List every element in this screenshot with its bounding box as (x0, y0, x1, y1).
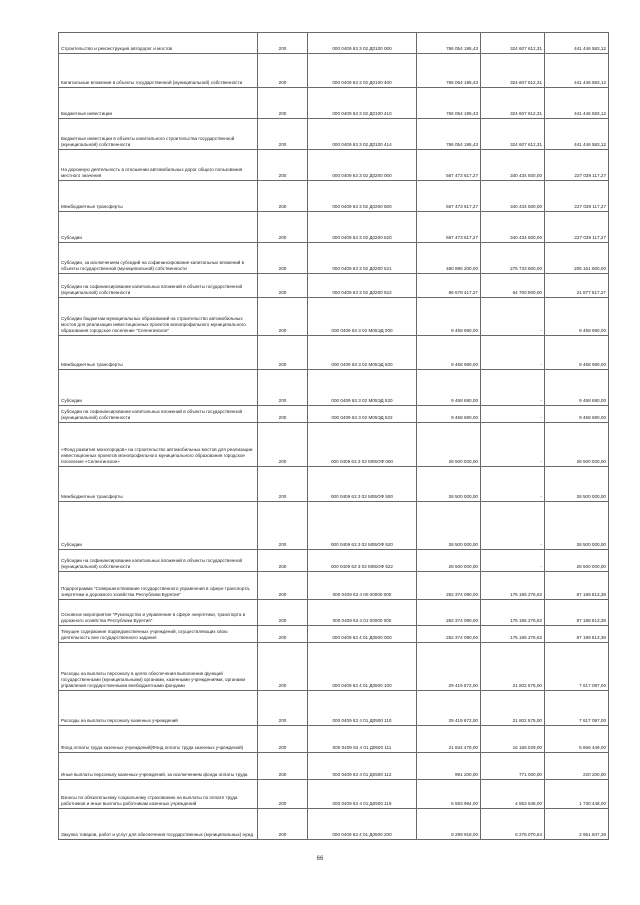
row-amount-remaining-cell: 441 446 583,12 (545, 88, 609, 119)
table-row (59, 336, 609, 370)
row-amount-remaining-cell: 28 500 000,00 (545, 502, 609, 550)
table-row (59, 88, 609, 119)
row-name-cell: Подпрограмма "Совершенствование государственного управления в сфере транспорта, энергетики и дорожного хозяйства Республики Бурятия" (59, 572, 258, 600)
row-amount-remaining-cell: 87 188 813,38 (545, 600, 609, 626)
table-row (59, 298, 609, 336)
row-amount-remaining-cell: 9 468 690,00 (545, 406, 609, 423)
row-code-cell: 200 (258, 181, 308, 212)
row-amount-executed-cell: 175 185 276,62 (481, 626, 545, 643)
table-row (59, 780, 609, 809)
row-amount-executed-cell: 275 733 600,00 (481, 243, 545, 274)
row-kbk-cell: 000 0409 63 3 02 М05ОФ 522 (308, 550, 417, 572)
row-code-cell: 200 (258, 691, 308, 726)
row-amount-executed-cell: 324 607 612,31 (481, 33, 545, 54)
row-amount-remaining-cell: 205 161 600,00 (545, 243, 609, 274)
row-amount-plan-cell: 991 200,00 (417, 753, 481, 780)
row-code-cell: 200 (258, 809, 308, 840)
row-amount-remaining-cell: 21 877 517,27 (545, 274, 609, 298)
row-name-cell: Бюджетные инвестиции (59, 88, 258, 119)
row-name-cell: Межбюджетные трансферты (59, 336, 258, 370)
row-name-cell: Закупка товаров, работ и услуг для обеспечения государственных (муниципальных) нужд (59, 809, 258, 840)
row-amount-remaining-cell: 9 468 690,00 (545, 336, 609, 370)
row-code-cell: 200 (258, 336, 308, 370)
table-row (59, 600, 609, 626)
row-amount-plan-cell: 86 578 417,27 (417, 274, 481, 298)
row-amount-plan-cell: 262 374 090,00 (417, 572, 481, 600)
row-code-cell: 200 (258, 298, 308, 336)
row-code-cell: 200 (258, 370, 308, 406)
row-amount-remaining-cell: 7 617 097,00 (545, 643, 609, 691)
row-amount-plan-cell: 480 895 200,00 (417, 243, 481, 274)
row-amount-remaining-cell: 227 039 117,27 (545, 212, 609, 243)
row-name-cell: Иные выплаты персоналу казенных учреждений, за исключением фонда оплаты труда (59, 753, 258, 780)
row-amount-executed-cell: 64 700 900,00 (481, 274, 545, 298)
row-name-cell: Субсидии бюджетам муниципальных образований на строительство автомобильных мостов для реализации инвестиционных проектов монопрофильного муниципального образования городское поселение "Селенгинское" (59, 298, 258, 336)
row-code-cell: 200 (258, 726, 308, 753)
row-amount-plan-cell: 28 500 000,00 (417, 467, 481, 502)
row-code-cell: 200 (258, 88, 308, 119)
budget-table-body (59, 33, 609, 840)
row-code-cell: 200 (258, 119, 308, 150)
row-kbk-cell: 000 0409 63 4 01 Д0500 112 (308, 753, 417, 780)
row-name-cell: Основное мероприятие "Руководство и управление в сфере энергетики, транспорта и дорожного хозяйства Республики Бурятия" (59, 600, 258, 626)
row-kbk-cell: 000 0409 63 3 02 Д0200 500 (308, 181, 417, 212)
row-name-cell: Капитальные вложения в объекты государственной (муниципальной) собственности (59, 54, 258, 88)
row-amount-executed-cell: - (481, 336, 545, 370)
row-amount-remaining-cell: 227 039 117,27 (545, 181, 609, 212)
table-row (59, 753, 609, 780)
row-name-cell: Межбюджетные трансферты (59, 181, 258, 212)
row-name-cell: «Фонд развития моногородов» на строительство автомобильных мостов для реализации инвестиционных проектов монопрофильного муниципального образования городское поселение «Селенгинское» (59, 423, 258, 467)
table-row (59, 467, 609, 502)
row-code-cell: 200 (258, 626, 308, 643)
row-amount-executed-cell: 16 168 029,00 (481, 726, 545, 753)
row-amount-executed-cell: 324 607 612,31 (481, 119, 545, 150)
row-amount-remaining-cell: 5 666 449,00 (545, 726, 609, 753)
row-kbk-cell: 000 0409 63 3 02 Д0200 520 (308, 212, 417, 243)
row-kbk-cell: 000 0409 63 4 01 Д0500 000 (308, 626, 417, 643)
row-amount-plan-cell: 766 054 195,43 (417, 54, 481, 88)
budget-sheet (58, 32, 608, 840)
row-amount-plan-cell: 28 500 000,00 (417, 550, 481, 572)
row-amount-remaining-cell: 87 188 813,38 (545, 572, 609, 600)
row-name-cell: Текущее содержание подведомственных учреждений, осуществляющих свою деятельность вне государственного задания (59, 626, 258, 643)
row-amount-remaining-cell: 28 500 000,00 (545, 423, 609, 467)
table-row (59, 726, 609, 753)
row-kbk-cell: 000 0409 63 3 02 М05ОФ 000 (308, 423, 417, 467)
row-kbk-cell: 000 0409 63 3 02 М05ЭД 000 (308, 298, 417, 336)
row-code-cell: 200 (258, 600, 308, 626)
table-row (59, 370, 609, 406)
row-kbk-cell: 000 0409 63 3 02 М05ЭД 520 (308, 370, 417, 406)
row-amount-executed-cell: 21 802 575,00 (481, 691, 545, 726)
row-name-cell: Межбюджетные трансферты (59, 467, 258, 502)
row-code-cell: 200 (258, 274, 308, 298)
table-row (59, 33, 609, 54)
row-name-cell: Субсидии на софинансирование капитальных вложений в объекты государственной (муниципальной) собственности (59, 274, 258, 298)
row-code-cell: 200 (258, 406, 308, 423)
row-amount-plan-cell: 766 054 195,43 (417, 88, 481, 119)
row-amount-plan-cell: 9 468 690,00 (417, 406, 481, 423)
row-name-cell: Фонд оплаты труда казенных учреждений(Фонд оплаты труда казенных учреждений) (59, 726, 258, 753)
row-code-cell: 200 (258, 150, 308, 181)
row-name-cell: Субсидии (59, 502, 258, 550)
row-name-cell: Субсидии на софинансирование капитальных вложений в объекты государственной (муниципальной) собственности (59, 406, 258, 423)
row-kbk-cell: 000 0409 63 3 02 Д0200 521 (308, 243, 417, 274)
row-amount-executed-cell: 175 185 276,62 (481, 600, 545, 626)
row-kbk-cell: 000 0409 63 3 02 Д0200 000 (308, 150, 417, 181)
row-amount-remaining-cell: 441 446 583,12 (545, 33, 609, 54)
row-amount-remaining-cell: 227 039 117,27 (545, 150, 609, 181)
table-row (59, 181, 609, 212)
row-code-cell: 200 (258, 643, 308, 691)
row-kbk-cell: 000 0409 63 4 01 00000 000 (308, 600, 417, 626)
table-row (59, 691, 609, 726)
row-code-cell: 200 (258, 550, 308, 572)
row-amount-remaining-cell: 9 468 690,00 (545, 370, 609, 406)
row-name-cell: Субсидии (59, 370, 258, 406)
row-name-cell: На дорожную деятельность в отношении автомобильных дорог общего пользования местного значения (59, 150, 258, 181)
row-amount-remaining-cell: 441 446 583,12 (545, 119, 609, 150)
row-amount-plan-cell: 29 419 672,00 (417, 643, 481, 691)
row-amount-plan-cell: 262 374 090,00 (417, 626, 481, 643)
row-amount-executed-cell: - (481, 298, 545, 336)
row-amount-executed-cell: 175 185 276,62 (481, 572, 545, 600)
row-amount-plan-cell: 567 473 617,27 (417, 212, 481, 243)
row-name-cell: Взносы по обязательному социальному страхованию на выплаты по оплате труда работников и иные выплаты работникам казенных учреждений (59, 780, 258, 809)
table-row (59, 274, 609, 298)
row-amount-executed-cell: - (481, 502, 545, 550)
row-amount-plan-cell: 9 299 918,00 (417, 809, 481, 840)
row-amount-remaining-cell: 441 446 583,12 (545, 54, 609, 88)
row-amount-remaining-cell: 7 617 097,00 (545, 691, 609, 726)
row-kbk-cell: 000 0409 63 3 02 Д0100 410 (308, 88, 417, 119)
table-row (59, 550, 609, 572)
row-amount-executed-cell: 4 863 546,00 (481, 780, 545, 809)
row-name-cell: Субсидии на софинансирование капитальных вложений в объекты государственной (муниципальной) собственности (59, 550, 258, 572)
row-name-cell: Расходы на выплаты персоналу казенных учреждений (59, 691, 258, 726)
row-kbk-cell: 000 0409 63 4 01 Д0500 200 (308, 809, 417, 840)
row-amount-plan-cell: 9 468 690,00 (417, 336, 481, 370)
row-amount-plan-cell: 6 593 994,00 (417, 780, 481, 809)
row-name-cell: Строительство и реконструкция автодорог и мостов (59, 33, 258, 54)
row-code-cell: 200 (258, 467, 308, 502)
table-row (59, 150, 609, 181)
row-kbk-cell: 000 0409 63 3 02 М05ОФ 500 (308, 467, 417, 502)
table-row (59, 423, 609, 467)
row-amount-plan-cell: 766 054 195,43 (417, 119, 481, 150)
page-number: 66 (316, 856, 324, 862)
row-kbk-cell: 000 0409 63 3 02 Д0100 000 (308, 33, 417, 54)
row-amount-remaining-cell: 1 730 448,00 (545, 780, 609, 809)
row-amount-executed-cell: 324 607 612,31 (481, 88, 545, 119)
row-name-cell: Расходы на выплаты персоналу в целях обеспечения выполнения функций государственными (муниципальными) органами, казенными учреждениями, органами управления государственными внебюджетными фондами (59, 643, 258, 691)
row-kbk-cell: 000 0409 63 3 02 Д0100 400 (308, 54, 417, 88)
row-amount-plan-cell: 262 374 090,00 (417, 600, 481, 626)
row-amount-remaining-cell: 220 200,00 (545, 753, 609, 780)
row-code-cell: 200 (258, 243, 308, 274)
table-row (59, 502, 609, 550)
row-amount-executed-cell: 324 607 612,31 (481, 54, 545, 88)
row-kbk-cell: 000 0409 63 4 01 Д0500 119 (308, 780, 417, 809)
row-amount-remaining-cell: 9 468 690,00 (545, 298, 609, 336)
row-amount-plan-cell: 28 500 000,00 (417, 502, 481, 550)
row-amount-executed-cell: 6 278 070,64 (481, 809, 545, 840)
row-code-cell: 200 (258, 753, 308, 780)
row-code-cell: 200 (258, 212, 308, 243)
row-code-cell: 200 (258, 33, 308, 54)
row-amount-executed-cell: - (481, 406, 545, 423)
row-amount-plan-cell: 9 468 690,00 (417, 370, 481, 406)
row-amount-remaining-cell: 28 500 000,00 (545, 467, 609, 502)
row-amount-plan-cell: 21 834 478,00 (417, 726, 481, 753)
table-row (59, 54, 609, 88)
row-amount-remaining-cell: 2 951 847,36 (545, 809, 609, 840)
row-kbk-cell: 000 0409 63 4 01 Д0500 111 (308, 726, 417, 753)
row-amount-plan-cell: 766 054 195,43 (417, 33, 481, 54)
row-code-cell: 200 (258, 502, 308, 550)
row-kbk-cell: 000 0409 63 3 02 М05ОФ 520 (308, 502, 417, 550)
row-code-cell: 200 (258, 572, 308, 600)
row-kbk-cell: 000 0409 63 4 01 Д0500 100 (308, 643, 417, 691)
table-row (59, 572, 609, 600)
row-amount-plan-cell: 567 473 617,27 (417, 150, 481, 181)
budget-table (58, 32, 609, 840)
row-kbk-cell: 000 0409 63 3 02 Д0100 414 (308, 119, 417, 150)
row-amount-executed-cell: 21 802 575,00 (481, 643, 545, 691)
table-row (59, 212, 609, 243)
row-amount-executed-cell: - (481, 467, 545, 502)
row-amount-executed-cell: - (481, 370, 545, 406)
row-kbk-cell: 000 0409 63 3 02 М05ЭД 522 (308, 406, 417, 423)
row-amount-remaining-cell: 28 500 000,00 (545, 550, 609, 572)
row-amount-executed-cell: - (481, 423, 545, 467)
row-amount-plan-cell: 28 500 000,00 (417, 423, 481, 467)
row-kbk-cell: 000 0409 63 3 02 Д0200 522 (308, 274, 417, 298)
table-row (59, 406, 609, 423)
row-amount-executed-cell: 340 434 500,00 (481, 212, 545, 243)
row-code-cell: 200 (258, 423, 308, 467)
table-row (59, 626, 609, 643)
row-amount-plan-cell: 9 468 690,00 (417, 298, 481, 336)
row-code-cell: 200 (258, 54, 308, 88)
row-amount-remaining-cell: 87 188 813,38 (545, 626, 609, 643)
row-amount-plan-cell: 567 473 617,27 (417, 181, 481, 212)
row-amount-executed-cell: - (481, 550, 545, 572)
row-name-cell: Субсидии, за исключением субсидий на софинансирование капитальных вложений в объекты государственной (муниципальной) собственности (59, 243, 258, 274)
row-kbk-cell: 000 0409 63 3 02 М05ЭД 500 (308, 336, 417, 370)
table-row (59, 809, 609, 840)
table-row (59, 643, 609, 691)
table-row (59, 243, 609, 274)
table-row (59, 119, 609, 150)
row-name-cell: Бюджетные инвестиции в объекты капитального строительства государственной (муниципальной) собственности (59, 119, 258, 150)
row-code-cell: 200 (258, 780, 308, 809)
row-amount-executed-cell: 771 000,00 (481, 753, 545, 780)
row-amount-executed-cell: 340 434 500,00 (481, 150, 545, 181)
row-amount-plan-cell: 29 419 672,00 (417, 691, 481, 726)
row-kbk-cell: 000 0409 63 4 00 00000 000 (308, 572, 417, 600)
row-kbk-cell: 000 0409 63 4 01 Д0500 110 (308, 691, 417, 726)
row-amount-executed-cell: 340 434 500,00 (481, 181, 545, 212)
row-name-cell: Субсидии (59, 212, 258, 243)
